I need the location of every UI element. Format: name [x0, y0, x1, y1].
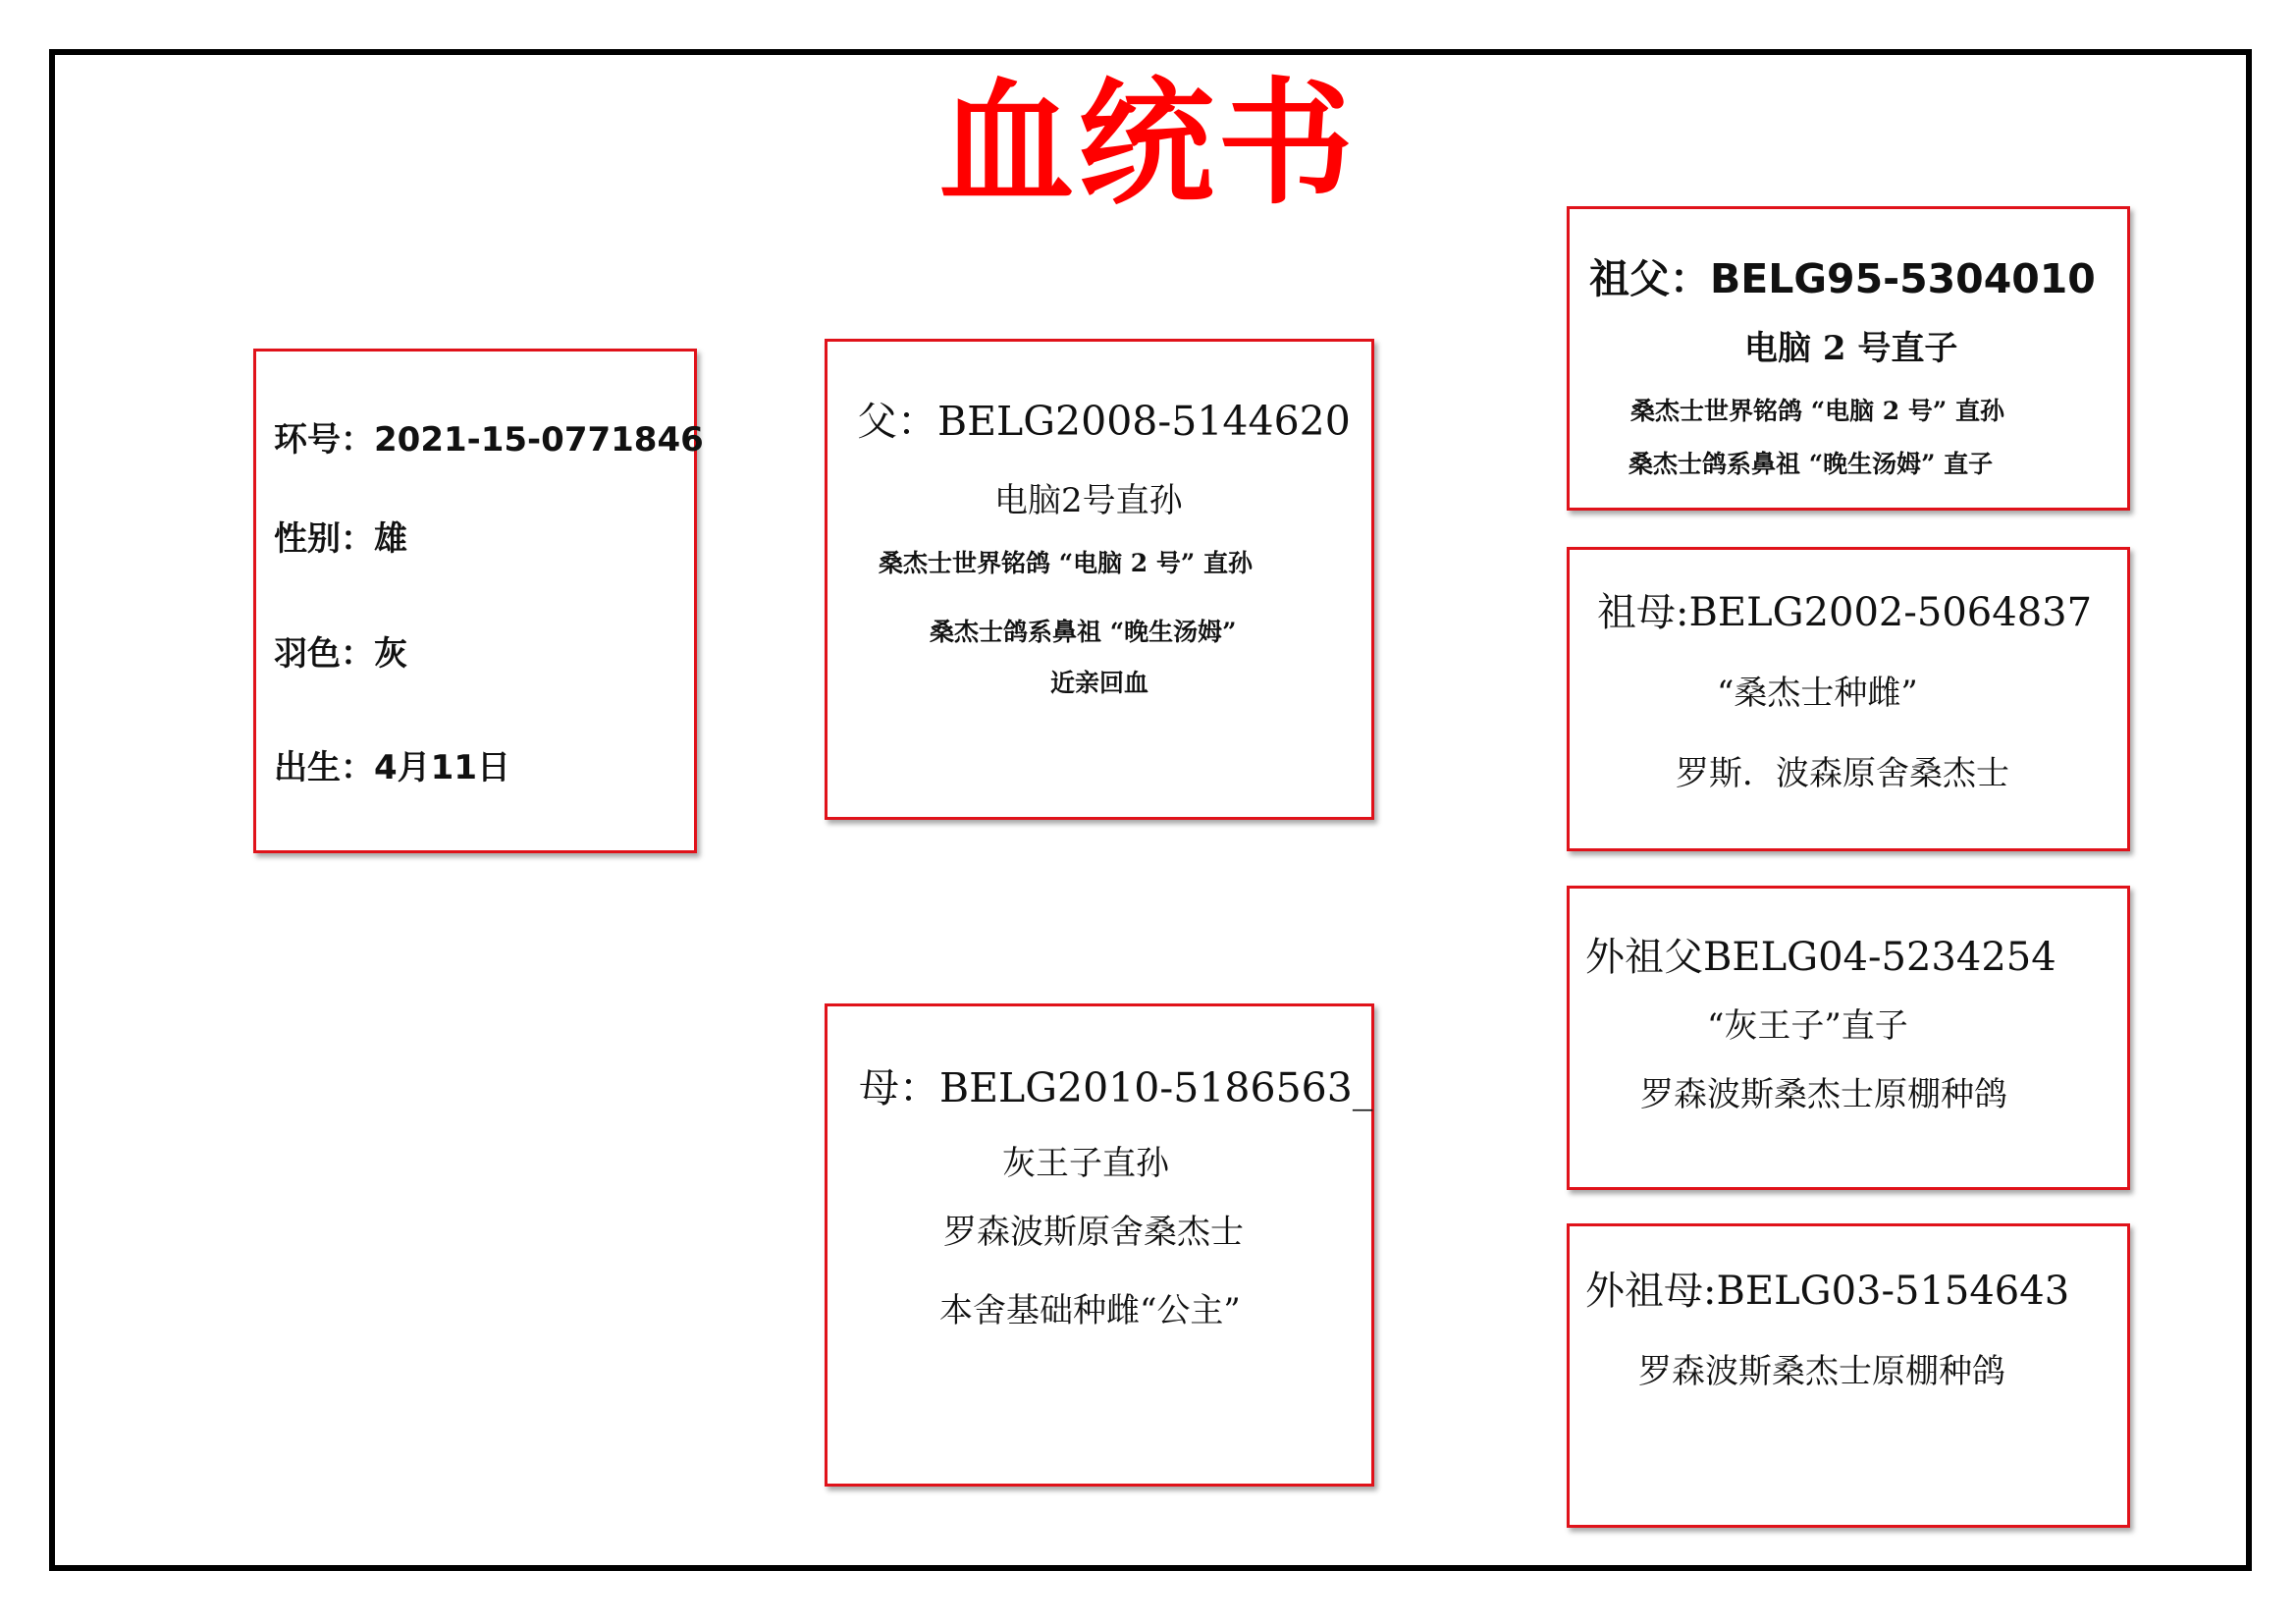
paternal-grandsire-ring: 祖父：BELG95-5304010: [1589, 255, 2096, 302]
paternal-grandsire-line-2: 桑杰士世界铭鸽 “电脑 2 号” 直孙: [1630, 397, 2004, 425]
paternal-granddam-line-2: 罗斯．波森原舍桑杰士: [1676, 754, 2009, 793]
maternal-grandsire-ring: 外祖父BELG04-5234254: [1585, 935, 2056, 980]
paternal-grandsire-line-1: 电脑 2 号直子: [1744, 329, 1958, 368]
maternal-grandsire-box: [1567, 886, 2130, 1190]
sex: 性别：雄: [274, 519, 407, 559]
paternal-granddam-box: [1567, 547, 2130, 851]
pigeon-info-box: [253, 349, 704, 853]
paternal-grandsire-box: [1567, 206, 2130, 511]
sire-line-2: 桑杰士世界铭鸽 “电脑 2 号” 直孙: [879, 549, 1253, 577]
maternal-granddam-line-1: 罗森波斯桑杰士原棚种鸽: [1638, 1352, 2005, 1391]
maternal-granddam-box: [1567, 1223, 2130, 1528]
dam-box: [825, 1003, 1374, 1487]
maternal-grandsire-line-2: 罗森波斯桑杰士原棚种鸽: [1640, 1075, 2007, 1114]
sire-line-4: 近亲回血: [1050, 669, 1149, 697]
dam-line-2: 罗森波斯原舍桑杰士: [943, 1213, 1244, 1252]
maternal-granddam-ring: 外祖母:BELG03-5154643: [1585, 1269, 2070, 1314]
feather-color: 羽色：灰: [274, 634, 407, 674]
paternal-granddam-line-1: “桑杰士种雌”: [1717, 674, 1918, 713]
dam-ring: 母：BELG2010-5186563_: [859, 1064, 1373, 1111]
paternal-granddam-ring: 祖母:BELG2002-5064837: [1597, 590, 2093, 635]
ring-number: 环号：2021-15-0771846: [274, 420, 704, 460]
sire-ring: 父：BELG2008-5144620: [857, 398, 1351, 445]
paternal-grandsire-line-3: 桑杰士鸽系鼻祖 “晚生汤姆” 直子: [1629, 450, 1994, 478]
sire-line-3: 桑杰士鸽系鼻祖 “晚生汤姆”: [930, 618, 1237, 646]
birth-date: 出生：4月11日: [274, 748, 510, 787]
sire-line-1: 电脑2号直孙: [994, 481, 1183, 520]
document-title: 血统书: [938, 65, 1358, 223]
dam-line-3: 本舍基础种雌“公主”: [939, 1291, 1241, 1330]
sire-box: [825, 339, 1374, 820]
dam-line-1: 灰王子直孙: [1002, 1144, 1169, 1183]
maternal-grandsire-line-1: “灰王子”直子: [1707, 1006, 1908, 1046]
